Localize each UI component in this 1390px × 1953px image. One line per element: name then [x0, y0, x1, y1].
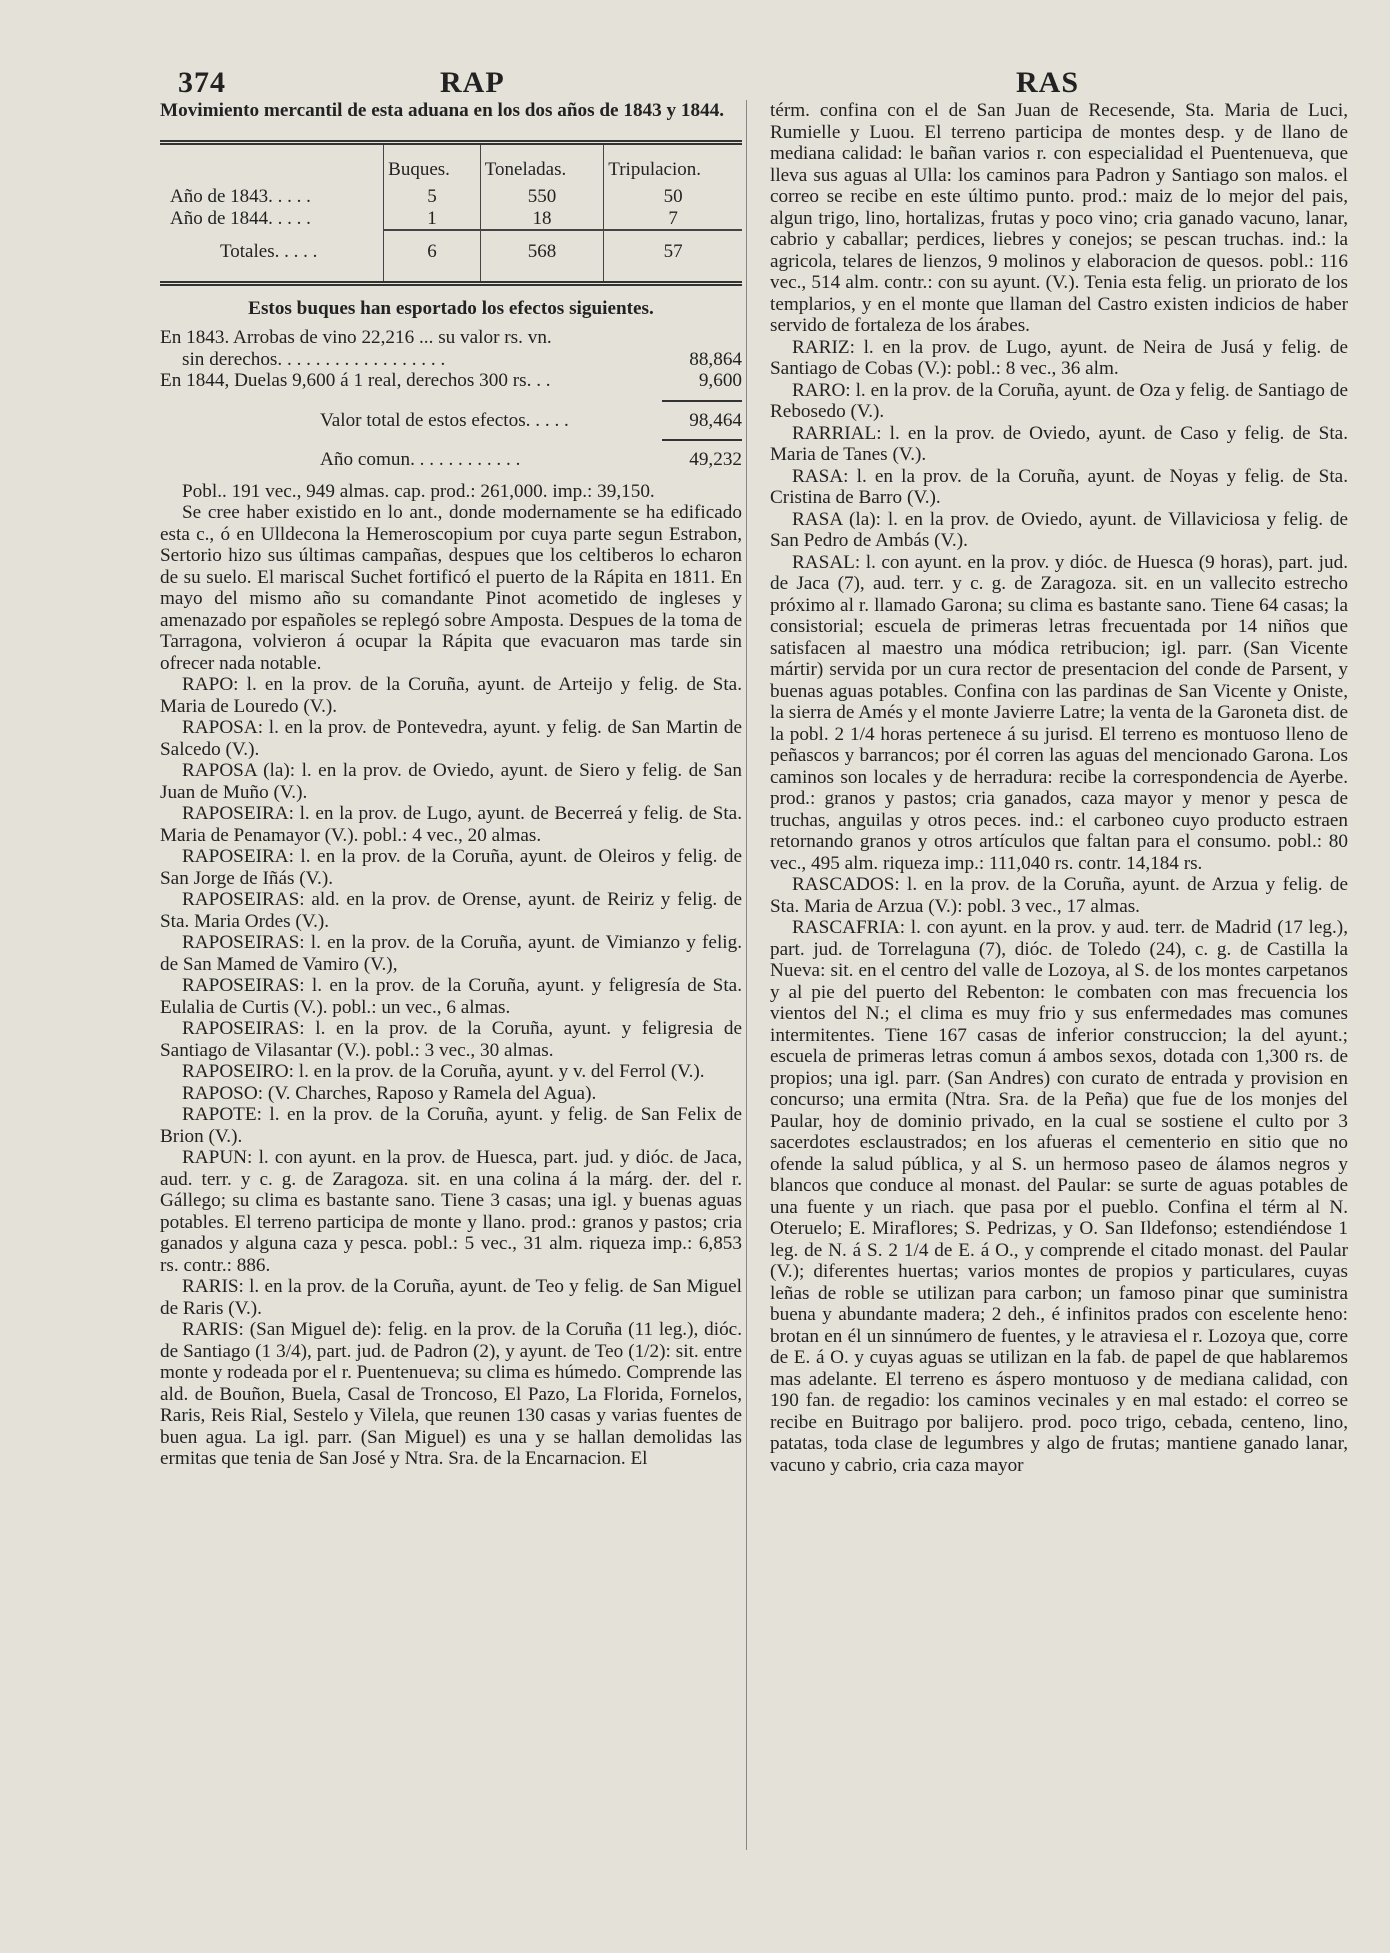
- table-row: Año de 1843. . . . . 5 550 50: [160, 186, 742, 208]
- entry-paragraph: RASA: l. en la prov. de la Coruña, ayunt. de Noyas y felig. de Sta. Cristina de Barro (V.).: [770, 465, 1348, 508]
- col-tripulacion: Tripulacion.: [604, 142, 742, 186]
- sum-rule: [662, 400, 742, 402]
- entry-paragraph: RASAL: l. con ayunt. en la prov. y dióc. de Huesca (9 horas), part. jud. de Jaca (7), aud. terr. y c. g. de Zaragoza. sit. en un vallecito estrecho próximo al r. llamado Garona; su clima es bastante sano. Tiene 64 casas; la consistorial; escuela de primeras letras frecuentada por 14 niños que satisfacen al maestro una módica retribucion; igl. parr. (San Vicente mártir) servida por un cura rector de presentacion del conde de Parsent, y buenas aguas potables. Confina con las pardinas de San Vicente y Oniste, la sierra de Amés y el monte Javierre Latre; la venta de la Garoneta dist. de la pobl. 2 1/4 horas pertenece á su jurisd. El terreno es montuoso lleno de peñascos y barrancos; por él corren las aguas del mencionado Garona. Los caminos son locales y de herradura: recibe la correspondencia de Ayerbe. prod.: granos y pastos; cria ganados, caza mayor y menor y pesca de truchas, anguilas y otros peces. ind.: el carboneo cuyo producto estraen retornando granos y otros artículos que faltan para el consumo. pobl.: 80 vec., 495 alm. riqueza imp.: 111,040 rs. contr. 14,184 rs.: [770, 551, 1348, 874]
- entry-paragraph: RAPUN: l. con ayunt. en la prov. de Huesca, part. jud. y dióc. de Jaca, aud. terr. y c. g. de Zaragoza. sit. en una colina á la márg. der. del r. Gállego; su clima es bastante sano. Tiene 3 casas; una igl. y buenas aguas potables. El terreno participa de monte y llano. prod.: granos y pastos; cria ganados y alguna caza y pesca. pobl.: 5 vec., 31 alm. riqueza imp.: 6,853 rs. contr.: 886.: [160, 1147, 742, 1276]
- left-entries: [160, 481, 742, 1470]
- entry-paragraph: RAPOTE: l. en la prov. de la Coruña, ayunt. y felig. de San Felix de Brion (V.).: [160, 1104, 742, 1147]
- entry-paragraph: RARIS: l. en la prov. de la Coruña, ayunt. de Teo y felig. de San Miguel de Raris (V.).: [160, 1276, 742, 1319]
- movement-title: Movimiento mercantil de esta aduana en los dos años de 1843 y 1844.: [160, 100, 725, 121]
- export-line: En 1843. Arrobas de vino 22,216 ... su valor rs. vn.: [160, 327, 552, 348]
- entry-paragraph: RARO: l. en la prov. de la Coruña, ayunt. de Oza y felig. de Santiago de Rebosedo (V.).: [770, 379, 1348, 422]
- table-corner: [160, 142, 384, 186]
- total-value-line: Valor total de estos efectos. . . . . 98,464: [320, 409, 742, 431]
- entry-paragraph: RAPOSEIRAS: l. en la prov. de la Coruña, ayunt. de Vimianzo y felig. de San Mamed de Vamiro (V.),: [160, 932, 742, 975]
- movement-table: [160, 140, 742, 286]
- table-total-row: Totales. . . . . 6 568 57: [160, 230, 742, 283]
- entry-paragraph: RASCADOS: l. en la prov. de la Coruña, ayunt. de Arzua y felig. de Sta. Maria de Arzua (V.): pobl. 3 vec., 17 almas.: [770, 874, 1348, 917]
- entry-paragraph: RAPOSEIRAS: ald. en la prov. de Orense, ayunt. de Reiriz y felig. de Sta. Maria Ordes (V.).: [160, 889, 742, 932]
- table-row: Año de 1844. . . . . 1 18 7: [160, 208, 742, 231]
- entry-paragraph: RAPOSEIRAS: l. en la prov. de la Coruña, ayunt. y feligresia de Santiago de Vilasantar (V.). pobl.: 3 vec., 30 almas.: [160, 1018, 742, 1061]
- left-column: [160, 100, 742, 1470]
- page-number: 374: [178, 66, 226, 99]
- sum-rule: [662, 439, 742, 441]
- entry-paragraph: RAPOSA (la): l. en la prov. de Oviedo, ayunt. de Siero y felig. de San Juan de Muño (V.).: [160, 760, 742, 803]
- export-line: En 1844, Duelas 9,600 á 1 real, derechos 300 rs. . . 9,600: [160, 370, 742, 391]
- entry-paragraph: RARIS: (San Miguel de): felig. en la prov. de la Coruña (11 leg.), dióc. de Santiago (1 3/4), part. jud. de Padron (2), y ayunt. de Teo (1/2): sit. entre monte y rodeada por el r. Puentenueva; su clima es húmedo. Comprende las ald. de Bouñon, Buela, Casal de Troncoso, El Pazo, La Florida, Fornelos, Raris, Reis Rial, Sestelo y Vilela, que reunen 130 casas y varias fuentes de buen agua. La igl. parr. (San Miguel) es una y se hallan demolidas las ermitas que tenia de San José y Ntra. Sra. de la Encarnacion. El: [160, 1319, 742, 1469]
- entry-paragraph: RASA (la): l. en la prov. de Oviedo, ayunt. de Villaviciosa y felig. de San Pedro de Ambás (V.).: [770, 508, 1348, 551]
- right-running-head: RAS: [1016, 66, 1080, 99]
- column-divider: [746, 100, 747, 1850]
- annual-value-line: Año comun. . . . . . . . . . . . 49,232: [320, 449, 742, 470]
- entry-paragraph: RAPOSEIRA: l. en la prov. de Lugo, ayunt. de Becerreá y felig. de Sta. Maria de Penamayor (V.). pobl.: 4 vec., 20 almas.: [160, 803, 742, 846]
- export-line: sin derechos. . . . . . . . . . . . . . . . . . 88,864: [182, 348, 742, 370]
- left-running-head: RAP: [440, 66, 505, 99]
- entry-paragraph: Pobl.. 191 vec., 949 almas. cap. prod.: 261,000. imp.: 39,150.: [182, 480, 655, 502]
- entry-paragraph: RARRIAL: l. en la prov. de Oviedo, ayunt. de Caso y felig. de Sta. Maria de Tanes (V.).: [770, 422, 1348, 465]
- entry-paragraph: RAPOSA: l. en la prov. de Pontevedra, ayunt. y felig. de San Martin de Salcedo (V.).: [160, 717, 742, 760]
- col-toneladas: Toneladas.: [480, 142, 604, 186]
- export-title: Estos buques han esportado los efectos siguientes.: [248, 297, 654, 319]
- entry-paragraph: RAPOSEIRA: l. en la prov. de la Coruña, ayunt. de Oleiros y felig. de San Jorge de Iñás (V.).: [160, 846, 742, 889]
- right-column: [770, 100, 1348, 1476]
- entry-paragraph: Se cree haber existido en lo ant., donde modernamente se ha edificado esta c., ó en Ulldecona la Hemeroscopium por cuya parte segun Estrabon, Sertorio hizo sus últimas campañas, despues que los celtiberos lo echaron de su suelo. El mariscal Suchet fortificó el puerto de la Rápita en 1811. En mayo del mismo año su comandante Pinot acometido de ingleses y amenazado por españoles se replegó sobre Amposta. Despues de la toma de Tarragona, volvieron á ocupar la Rápita que evacuaron mas tarde sin ofrecer nada notable.: [160, 502, 742, 674]
- col-buques: Buques.: [384, 142, 481, 186]
- entry-paragraph: RARIZ: l. en la prov. de Lugo, ayunt. de Neira de Jusá y felig. de Santiago de Cobas (V.): pobl.: 8 vec., 36 alm.: [770, 336, 1348, 379]
- entry-paragraph: térm. confina con el de San Juan de Recesende, Sta. Maria de Luci, Rumielle y Luou. El terreno participa de montes desp. y de llano de mediana calidad: le bañan varios r. con especialidad el Puentenueva, que lleva sus aguas al Ulla: los caminos para Padron y Santiago son malos. el correo se recibe en este último punto. prod.: maiz de lo mejor del pais, algun trigo, lino, hortalizas, frutas y poco vino; cria ganado vacuno, lanar, cabrio y caballar; perdices, liebres y conejos; se pescan truchas. ind.: la agricola, telares de lienzos, 9 molinos y elaboracion de quesos. pobl.: 116 vec., 514 alm. contr.: con su ayunt. (V.). Tenia esta felig. un priorato de los templarios, y en el monte que llaman del Castro existen indicios de haber servido de fortaleza de los árabes.: [770, 100, 1348, 336]
- entry-paragraph: RASCAFRIA: l. con ayunt. en la prov. y aud. terr. de Madrid (17 leg.), part. jud. de Torrelaguna (7), dióc. de Toledo (24), c. g. de Castilla la Nueva: sit. en el centro del valle de Lozoya, al S. de los montes carpetanos y al pie del puerto del Rebenton: le combaten con mas frecuencia los vientos del N.; el clima es muy frio y sus enfermedades mas comunes intermitentes. Tiene 167 casas de inferior construccion; la del ayunt.; escuela de primeras letras comun á ambos sexos, dotada con 1,300 rs. de propios; una igl. parr. (San Andres) con curato de entrada y provision en concurso; una ermita (Ntra. Sra. de la Peña) que fue de los monjes del Paular, hoy de dominio privado, en la cual se sostiene el culto por 3 sacerdotes esclaustrados; en los afueras el cementerio en sitio que no ofende la salud pública, y al S. un hermoso paseo de álamos negros y blancos que conduce al monast. del Paular: se surte de aguas potables de una fuente y un riach. que pasa por el pueblo. Confina el térm al N. Oteruelo; E. Miraflores; S. Pedrizas, y O. San Ildefonso; estendiéndose 1 leg. de N. á S. 2 1/4 de E. á O., y comprende el citado monast. del Paular (V.); diferentes huertas; varios montes de propios y particulares, cuyas leñas de roble se utilizan para carbon; un famoso pinar que suministra buena y abundante madera; 2 deh., é infinitos prados con escelente heno: brotan en él un sinnúmero de fuentes, y le atraviesa el r. Lozoya que, corre de E. á O. y cuyas aguas se utilizan en la fab. de papel de que hablaremos mas adelante. El terreno es áspero montuoso y de mediana calidad, con 190 fan. de regadio: los caminos vecinales y en mal estado: el correo se recibe en Buitrago por balijero. prod. poco trigo, cebada, centeno, lino, patatas, toda clase de legumbres y algo de frutas; mantiene ganado lanar, vacuno y cabrio, cria caza mayor: [770, 917, 1348, 1476]
- entry-paragraph: RAPOSEIRO: l. en la prov. de la Coruña, ayunt. y v. del Ferrol (V.).: [182, 1061, 705, 1082]
- entry-paragraph: RAPO: l. en la prov. de la Coruña, ayunt. de Arteijo y felig. de Sta. Maria de Louredo (V.).: [160, 674, 742, 717]
- entry-paragraph: RAPOSEIRAS: l. en la prov. de la Coruña, ayunt. y feligresía de Sta. Eulalia de Curtis (V.). pobl.: un vec., 6 almas.: [160, 975, 742, 1018]
- entry-paragraph: RAPOSO: (V. Charches, Raposo y Ramela del Agua).: [182, 1082, 597, 1104]
